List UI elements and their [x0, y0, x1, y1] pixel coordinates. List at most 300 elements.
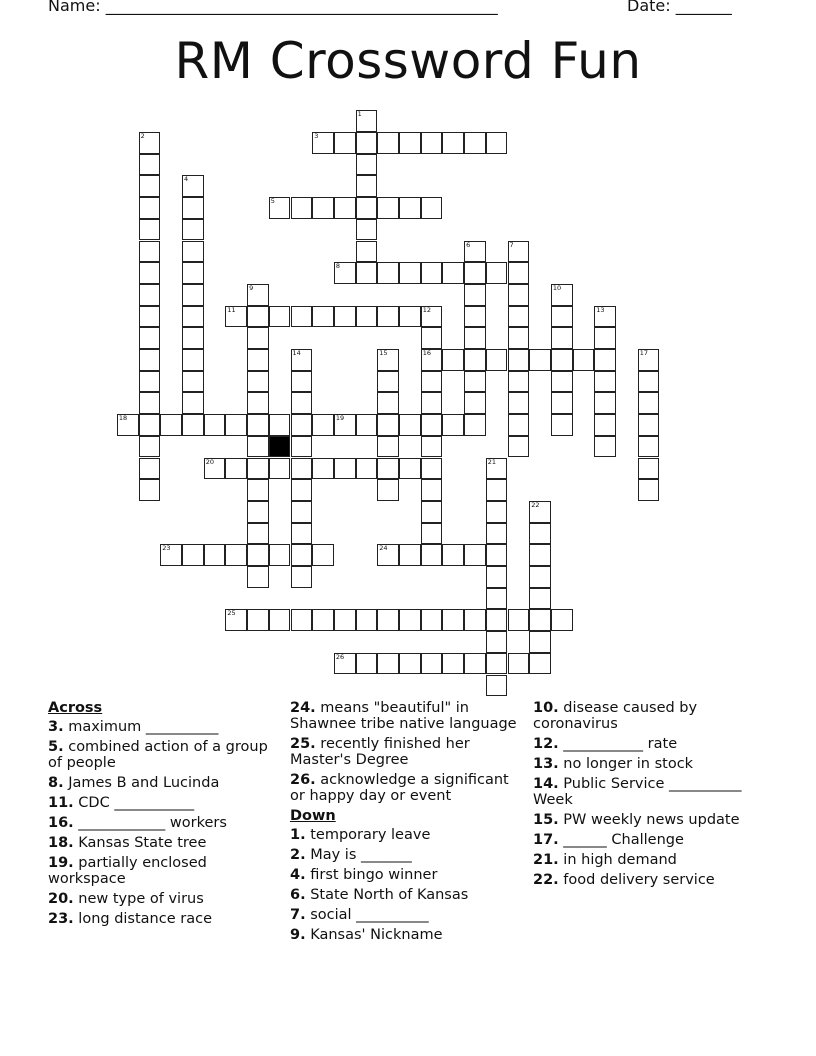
- grid-cell[interactable]: [291, 436, 313, 458]
- clue-num: 7.: [290, 907, 306, 924]
- grid-cell[interactable]: [508, 436, 530, 458]
- down-clue: [290, 927, 525, 943]
- grid-cell[interactable]: [399, 132, 421, 154]
- grid-cell[interactable]: [269, 197, 291, 219]
- clue-text: maximum __________: [63, 719, 219, 736]
- grid-cell[interactable]: [225, 306, 247, 328]
- clue-num: 24.: [290, 700, 316, 716]
- grid-cell[interactable]: [139, 197, 161, 219]
- grid-cell[interactable]: [356, 110, 378, 132]
- grid-cell[interactable]: [291, 371, 313, 393]
- across-clue: [48, 719, 278, 735]
- name-line[interactable]: _________________________________________________: [105, 0, 498, 15]
- grid-cell[interactable]: [486, 523, 508, 545]
- clue-num: 16.: [48, 815, 74, 832]
- grid-cell[interactable]: [291, 479, 313, 501]
- grid-cell[interactable]: [421, 414, 443, 436]
- grid-cell[interactable]: [464, 653, 486, 675]
- grid-cell[interactable]: [486, 653, 508, 675]
- clue-text: ___________ rate: [558, 736, 678, 753]
- grid-cell[interactable]: [204, 458, 226, 480]
- grid-cell[interactable]: [291, 458, 313, 480]
- grid-cell[interactable]: [421, 653, 443, 675]
- clue-number: 26: [335, 652, 345, 661]
- grid-cell[interactable]: [334, 458, 356, 480]
- grid-cell[interactable]: [486, 566, 508, 588]
- grid-cell[interactable]: [182, 262, 204, 284]
- grid-cell[interactable]: [508, 306, 530, 328]
- grid-cell[interactable]: [399, 414, 421, 436]
- grid-cell[interactable]: [139, 458, 161, 480]
- grid-cell[interactable]: [139, 154, 161, 176]
- clue-text: Public Service __________ Week: [533, 776, 742, 809]
- grid-cell[interactable]: [486, 479, 508, 501]
- grid-cell[interactable]: [182, 306, 204, 328]
- grid-cell[interactable]: [356, 306, 378, 328]
- grid-cell[interactable]: [291, 414, 313, 436]
- grid-cell[interactable]: [486, 588, 508, 610]
- grid-cell[interactable]: [464, 327, 486, 349]
- grid-cell[interactable]: [225, 544, 247, 566]
- grid-cell[interactable]: [356, 175, 378, 197]
- grid-cell[interactable]: [399, 197, 421, 219]
- grid-cell[interactable]: [377, 306, 399, 328]
- grid-cell[interactable]: [247, 392, 269, 414]
- grid-cell[interactable]: [377, 653, 399, 675]
- clue-text: Kansas' Nickname: [305, 927, 443, 944]
- grid-cell[interactable]: [247, 306, 269, 328]
- grid-cell[interactable]: [551, 609, 573, 631]
- clue-number: 25: [227, 609, 236, 618]
- clue-number: 4: [184, 175, 189, 184]
- across-clue: [290, 772, 525, 804]
- black-cell: [269, 436, 291, 458]
- grid-cell[interactable]: [334, 653, 356, 675]
- grid-cell[interactable]: [377, 544, 399, 566]
- clue-number: 14: [292, 349, 301, 357]
- grid-cell[interactable]: [269, 544, 291, 566]
- grid-cell[interactable]: [247, 566, 269, 588]
- grid-cell[interactable]: [247, 523, 269, 545]
- grid-cell[interactable]: [486, 631, 508, 653]
- grid-cell[interactable]: [421, 197, 443, 219]
- grid-cell[interactable]: [486, 675, 508, 697]
- down-heading: Down: [290, 808, 336, 825]
- grid-cell[interactable]: [139, 327, 161, 349]
- grid-cell[interactable]: [594, 327, 616, 349]
- grid-cell[interactable]: [508, 327, 530, 349]
- grid-cell[interactable]: [160, 414, 182, 436]
- grid-cell[interactable]: [139, 219, 161, 241]
- across-clues-col1: [48, 700, 278, 931]
- grid-cell[interactable]: [442, 262, 464, 284]
- grid-cell[interactable]: [334, 262, 356, 284]
- grid-cell[interactable]: [421, 306, 443, 328]
- grid-cell[interactable]: [421, 392, 443, 414]
- grid-cell[interactable]: [464, 132, 486, 154]
- grid-cell[interactable]: [464, 609, 486, 631]
- date-line[interactable]: _______: [675, 0, 732, 15]
- down-clue: [533, 852, 773, 868]
- grid-cell[interactable]: [182, 371, 204, 393]
- grid-cell[interactable]: [529, 631, 551, 653]
- grid-cell[interactable]: [182, 544, 204, 566]
- across-clue: [48, 855, 278, 887]
- grid-cell[interactable]: [508, 392, 530, 414]
- grid-cell[interactable]: [551, 306, 573, 328]
- grid-cell[interactable]: [291, 501, 313, 523]
- grid-cell[interactable]: [247, 327, 269, 349]
- grid-cell[interactable]: [312, 544, 334, 566]
- grid-cell[interactable]: [356, 458, 378, 480]
- grid-cell[interactable]: [247, 458, 269, 480]
- grid-cell[interactable]: [464, 306, 486, 328]
- grid-cell[interactable]: [399, 653, 421, 675]
- grid-cell[interactable]: [551, 327, 573, 349]
- clue-num: 1.: [290, 827, 306, 844]
- grid-cell[interactable]: [291, 609, 313, 631]
- grid-cell[interactable]: [486, 262, 508, 284]
- grid-cell[interactable]: [139, 241, 161, 263]
- grid-cell[interactable]: [421, 458, 443, 480]
- grid-cell[interactable]: [464, 371, 486, 393]
- grid-cell[interactable]: [356, 414, 378, 436]
- grid-cell[interactable]: [421, 479, 443, 501]
- grid-cell[interactable]: [638, 414, 660, 436]
- down-clue: [290, 887, 525, 903]
- clue-num: 23.: [48, 911, 74, 928]
- clue-number: 11: [227, 305, 236, 314]
- clue-number: 5: [270, 197, 275, 206]
- grid-cell[interactable]: [551, 371, 573, 393]
- grid-cell[interactable]: [139, 132, 161, 154]
- clue-num: 25.: [290, 736, 316, 753]
- date-label: Date:: [627, 0, 671, 15]
- grid-cell[interactable]: [529, 653, 551, 675]
- clue-num: 17.: [533, 832, 559, 849]
- grid-cell[interactable]: [269, 458, 291, 480]
- grid-cell[interactable]: [291, 544, 313, 566]
- grid-cell[interactable]: [638, 479, 660, 501]
- grid-cell[interactable]: [182, 219, 204, 241]
- clue-num: 3.: [48, 719, 64, 736]
- grid-cell[interactable]: [377, 371, 399, 393]
- down-clue: [533, 700, 773, 732]
- across-clue: [290, 736, 525, 768]
- across-clue: [290, 700, 525, 732]
- grid-cell[interactable]: [508, 262, 530, 284]
- down-clue: [290, 827, 525, 843]
- grid-cell[interactable]: [139, 371, 161, 393]
- grid-cell[interactable]: [139, 414, 161, 436]
- clue-number: 15: [379, 349, 388, 357]
- grid-cell[interactable]: [312, 132, 334, 154]
- grid-cell[interactable]: [529, 609, 551, 631]
- grid-cell[interactable]: [529, 349, 551, 371]
- clue-num: 14.: [533, 776, 559, 793]
- grid-cell[interactable]: [486, 349, 508, 371]
- clue-text: long distance race: [73, 911, 212, 928]
- grid-cell[interactable]: [442, 132, 464, 154]
- grid-cell[interactable]: [464, 349, 486, 371]
- down-clue: [533, 776, 773, 808]
- grid-cell[interactable]: [377, 262, 399, 284]
- grid-cell[interactable]: [334, 414, 356, 436]
- grid-cell[interactable]: [247, 284, 269, 306]
- grid-cell[interactable]: [529, 501, 551, 523]
- grid-cell[interactable]: [139, 284, 161, 306]
- grid-cell[interactable]: [594, 436, 616, 458]
- grid-cell[interactable]: [486, 609, 508, 631]
- clue-num: 9.: [290, 927, 306, 944]
- grid-cell[interactable]: [247, 349, 269, 371]
- grid-cell[interactable]: [291, 392, 313, 414]
- grid-cell[interactable]: [334, 132, 356, 154]
- grid-cell[interactable]: [139, 392, 161, 414]
- clue-number: 21: [487, 457, 497, 466]
- grid-cell[interactable]: [225, 414, 247, 436]
- grid-cell[interactable]: [421, 349, 443, 371]
- grid-cell[interactable]: [442, 414, 464, 436]
- grid-cell[interactable]: [486, 544, 508, 566]
- grid-cell[interactable]: [291, 566, 313, 588]
- across-clue: [48, 815, 278, 831]
- grid-cell[interactable]: [421, 501, 443, 523]
- grid-cell[interactable]: [551, 392, 573, 414]
- grid-cell[interactable]: [356, 262, 378, 284]
- clue-number: 6: [466, 240, 471, 249]
- grid-cell[interactable]: [377, 132, 399, 154]
- grid-cell[interactable]: [356, 197, 378, 219]
- grid-cell[interactable]: [421, 132, 443, 154]
- grid-cell[interactable]: [139, 349, 161, 371]
- grid-cell[interactable]: [377, 436, 399, 458]
- grid-cell[interactable]: [356, 241, 378, 263]
- grid-cell[interactable]: [312, 458, 334, 480]
- clue-text: new type of virus: [73, 891, 204, 908]
- down-clue: [533, 872, 773, 888]
- grid-cell[interactable]: [442, 544, 464, 566]
- grid-cell[interactable]: [638, 436, 660, 458]
- clue-text: partially enclosed workspace: [48, 855, 207, 888]
- clue-text: combined action of a group of people: [48, 739, 268, 772]
- grid-cell[interactable]: [182, 197, 204, 219]
- grid-cell[interactable]: [247, 609, 269, 631]
- grid-cell[interactable]: [594, 371, 616, 393]
- grid-cell[interactable]: [182, 327, 204, 349]
- clue-number: 24: [379, 544, 388, 553]
- grid-cell[interactable]: [182, 284, 204, 306]
- grid-cell[interactable]: [399, 306, 421, 328]
- grid-cell[interactable]: [356, 154, 378, 176]
- clue-number: 19: [335, 414, 345, 423]
- clue-text: Kansas State tree: [73, 835, 207, 852]
- clue-text: first bingo winner: [305, 867, 438, 884]
- grid-cell[interactable]: [529, 544, 551, 566]
- grid-cell[interactable]: [377, 458, 399, 480]
- grid-cell[interactable]: [247, 414, 269, 436]
- clue-text: May is _______: [305, 847, 412, 864]
- clue-text: James B and Lucinda: [63, 775, 220, 792]
- clue-text: in high demand: [558, 852, 677, 869]
- grid-cell[interactable]: [551, 414, 573, 436]
- grid-cell[interactable]: [312, 609, 334, 631]
- clue-text: ____________ workers: [73, 815, 227, 832]
- clue-num: 19.: [48, 855, 74, 872]
- grid-cell[interactable]: [247, 501, 269, 523]
- grid-cell[interactable]: [377, 414, 399, 436]
- page-title: RM Crossword Fun: [174, 32, 642, 90]
- grid-cell[interactable]: [291, 197, 313, 219]
- grid-cell[interactable]: [356, 132, 378, 154]
- grid-cell[interactable]: [139, 262, 161, 284]
- grid-cell[interactable]: [464, 544, 486, 566]
- grid-cell[interactable]: [291, 349, 313, 371]
- grid-cell[interactable]: [312, 306, 334, 328]
- grid-cell[interactable]: [117, 414, 139, 436]
- grid-cell[interactable]: [247, 436, 269, 458]
- grid-cell[interactable]: [182, 175, 204, 197]
- grid-cell[interactable]: [421, 371, 443, 393]
- grid-cell[interactable]: [508, 609, 530, 631]
- grid-cell[interactable]: [486, 458, 508, 480]
- grid-cell[interactable]: [464, 262, 486, 284]
- clue-number: 8: [335, 262, 341, 271]
- grid-cell[interactable]: [464, 241, 486, 263]
- grid-cell[interactable]: [508, 371, 530, 393]
- grid-cell[interactable]: [442, 609, 464, 631]
- grid-cell[interactable]: [204, 544, 226, 566]
- grid-cell[interactable]: [594, 349, 616, 371]
- grid-cell[interactable]: [225, 458, 247, 480]
- grid-cell[interactable]: [508, 653, 530, 675]
- clue-number: 9: [249, 283, 254, 292]
- grid-cell[interactable]: [594, 306, 616, 328]
- grid-cell[interactable]: [139, 436, 161, 458]
- grid-cell[interactable]: [377, 479, 399, 501]
- grid-cell[interactable]: [442, 653, 464, 675]
- clue-number: 10: [552, 283, 562, 292]
- grid-cell[interactable]: [638, 458, 660, 480]
- grid-cell[interactable]: [334, 197, 356, 219]
- grid-cell[interactable]: [291, 306, 313, 328]
- grid-cell[interactable]: [312, 197, 334, 219]
- grid-cell[interactable]: [464, 414, 486, 436]
- clue-number: 22: [531, 500, 540, 509]
- grid-cell[interactable]: [486, 501, 508, 523]
- clue-number: 13: [596, 305, 605, 314]
- grid-cell[interactable]: [182, 414, 204, 436]
- grid-cell[interactable]: [377, 392, 399, 414]
- grid-cell[interactable]: [139, 306, 161, 328]
- grid-cell[interactable]: [247, 479, 269, 501]
- across-clue: [48, 775, 278, 791]
- grid-cell[interactable]: [421, 523, 443, 545]
- grid-cell[interactable]: [356, 219, 378, 241]
- grid-cell[interactable]: [334, 609, 356, 631]
- grid-cell[interactable]: [399, 544, 421, 566]
- grid-cell[interactable]: [421, 544, 443, 566]
- grid-cell[interactable]: [508, 414, 530, 436]
- grid-cell[interactable]: [312, 414, 334, 436]
- grid-cell[interactable]: [182, 241, 204, 263]
- grid-cell[interactable]: [356, 609, 378, 631]
- grid-cell[interactable]: [638, 371, 660, 393]
- grid-cell[interactable]: [377, 349, 399, 371]
- clue-text: food delivery service: [558, 872, 715, 889]
- grid-cell[interactable]: [529, 523, 551, 545]
- clue-text: State North of Kansas: [305, 887, 469, 904]
- grid-cell[interactable]: [377, 609, 399, 631]
- clue-number: 12: [422, 305, 431, 314]
- grid-cell[interactable]: [421, 327, 443, 349]
- grid-cell[interactable]: [377, 197, 399, 219]
- grid-cell[interactable]: [182, 392, 204, 414]
- grid-cell[interactable]: [399, 458, 421, 480]
- across-clue: [48, 739, 278, 771]
- grid-cell[interactable]: [594, 414, 616, 436]
- grid-cell[interactable]: [529, 588, 551, 610]
- clue-num: 15.: [533, 812, 559, 829]
- clue-num: 10.: [533, 700, 559, 716]
- grid-cell[interactable]: [551, 349, 573, 371]
- grid-cell[interactable]: [421, 609, 443, 631]
- grid-cell[interactable]: [421, 262, 443, 284]
- grid-cell[interactable]: [225, 609, 247, 631]
- grid-cell[interactable]: [464, 284, 486, 306]
- grid-cell[interactable]: [269, 414, 291, 436]
- grid-cell[interactable]: [638, 392, 660, 414]
- grid-cell[interactable]: [508, 349, 530, 371]
- grid-cell[interactable]: [573, 349, 595, 371]
- grid-cell[interactable]: [508, 284, 530, 306]
- down-clue: [533, 736, 773, 752]
- down-clues-col: [533, 700, 773, 892]
- grid-cell[interactable]: [139, 479, 161, 501]
- clue-num: 2.: [290, 847, 306, 864]
- grid-cell[interactable]: [464, 392, 486, 414]
- down-clue: [533, 756, 773, 772]
- clue-number: 7: [509, 240, 514, 249]
- grid-cell[interactable]: [160, 544, 182, 566]
- grid-cell[interactable]: [204, 414, 226, 436]
- grid-cell[interactable]: [139, 175, 161, 197]
- grid-cell[interactable]: [269, 306, 291, 328]
- grid-cell[interactable]: [247, 371, 269, 393]
- grid-cell[interactable]: [399, 262, 421, 284]
- grid-cell[interactable]: [638, 349, 660, 371]
- grid-cell[interactable]: [399, 609, 421, 631]
- clue-number: 3: [314, 132, 319, 140]
- clue-text: ______ Challenge: [558, 832, 684, 849]
- grid-cell[interactable]: [442, 349, 464, 371]
- grid-cell[interactable]: [486, 132, 508, 154]
- grid-cell[interactable]: [421, 436, 443, 458]
- grid-cell[interactable]: [356, 653, 378, 675]
- grid-cell[interactable]: [269, 609, 291, 631]
- grid-cell[interactable]: [551, 284, 573, 306]
- clue-num: 21.: [533, 852, 559, 869]
- grid-cell[interactable]: [529, 566, 551, 588]
- grid-cell[interactable]: [182, 349, 204, 371]
- grid-cell[interactable]: [334, 306, 356, 328]
- clue-num: 20.: [48, 891, 74, 908]
- grid-cell[interactable]: [247, 544, 269, 566]
- clue-number: 1: [357, 110, 362, 119]
- grid-cell[interactable]: [508, 241, 530, 263]
- grid-cell[interactable]: [291, 523, 313, 545]
- grid-cell[interactable]: [594, 392, 616, 414]
